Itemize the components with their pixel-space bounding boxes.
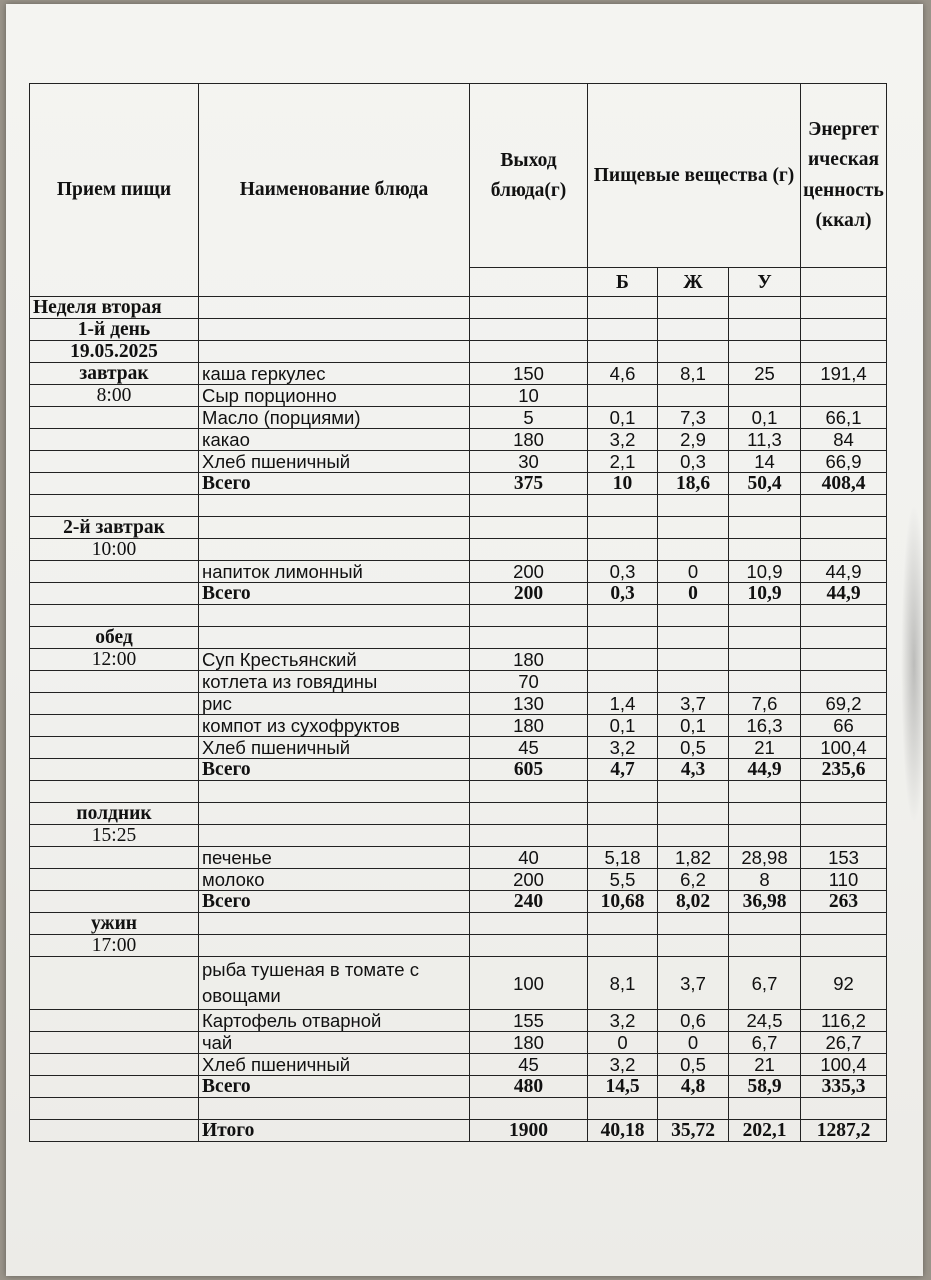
meal-cell <box>30 693 199 715</box>
dish-output: 45 <box>470 737 588 759</box>
dish-protein: 1,4 <box>588 693 658 715</box>
empty-cell <box>729 781 801 803</box>
dish-fat: 7,3 <box>658 407 729 429</box>
dish-protein: 0,3 <box>588 561 658 583</box>
empty-cell <box>588 825 658 847</box>
dish-output: 180 <box>470 429 588 451</box>
empty-cell <box>588 1098 658 1120</box>
total-carbs: 58,9 <box>729 1076 801 1098</box>
meal-label: полдник <box>30 803 199 825</box>
empty-cell <box>729 913 801 935</box>
total-row <box>30 759 887 781</box>
empty-cell <box>658 627 729 649</box>
total-protein: 10,68 <box>588 891 658 913</box>
meal-cell <box>30 869 199 891</box>
dish-name: Масло (порциями) <box>199 407 470 429</box>
dish-protein: 0,1 <box>588 407 658 429</box>
total-row <box>30 583 887 605</box>
dish-protein: 0,1 <box>588 715 658 737</box>
meal-cell <box>30 429 199 451</box>
total-carbs: 44,9 <box>729 759 801 781</box>
header-fat: Ж <box>658 268 729 297</box>
day-row <box>30 319 887 341</box>
empty-cell <box>658 495 729 517</box>
dish-carbs: 21 <box>729 737 801 759</box>
dish-carbs: 14 <box>729 451 801 473</box>
dish-output: 70 <box>470 671 588 693</box>
dish-name: Хлеб пшеничный <box>199 1054 470 1076</box>
empty-cell <box>729 517 801 539</box>
day-label: 1-й день <box>30 319 199 341</box>
dish-row <box>30 1054 887 1076</box>
empty-cell <box>30 1098 199 1120</box>
empty-cell <box>199 825 470 847</box>
dish-kcal <box>801 385 887 407</box>
meal-cell <box>30 473 199 495</box>
dish-kcal <box>801 671 887 693</box>
total-fat: 8,02 <box>658 891 729 913</box>
dish-protein: 3,2 <box>588 1010 658 1032</box>
empty-cell <box>729 935 801 957</box>
total-fat: 4,3 <box>658 759 729 781</box>
header-energy: Энергетическая ценность (ккал) <box>801 84 887 268</box>
dish-name: молоко <box>199 869 470 891</box>
dish-protein: 3,2 <box>588 1054 658 1076</box>
spacer-row <box>30 781 887 803</box>
dish-row <box>30 451 887 473</box>
header-dish-name: Наименование блюда <box>199 84 470 297</box>
meal <box>30 517 887 539</box>
header-nutrients: Пищевые вещества (г) <box>588 84 801 268</box>
dish-fat: 0,6 <box>658 1010 729 1032</box>
dish-protein: 2,1 <box>588 451 658 473</box>
dish-output: 30 <box>470 451 588 473</box>
empty-cell <box>199 605 470 627</box>
dish-fat: 2,9 <box>658 429 729 451</box>
week-label: Неделя вторая <box>30 297 199 319</box>
meal-cell <box>30 715 199 737</box>
total-label: Всего <box>199 583 470 605</box>
meal-cell <box>30 671 199 693</box>
meal-cell <box>30 1054 199 1076</box>
dish-kcal: 66 <box>801 715 887 737</box>
dish-protein <box>588 649 658 671</box>
dish-carbs: 0,1 <box>729 407 801 429</box>
meal <box>30 627 887 649</box>
empty-cell <box>658 605 729 627</box>
dish-carbs: 25 <box>729 363 801 385</box>
dish-carbs: 10,9 <box>729 561 801 583</box>
empty-cell <box>199 913 470 935</box>
dish-fat: 0 <box>658 561 729 583</box>
total-output: 1900 <box>470 1120 588 1142</box>
dish-row <box>30 1032 887 1054</box>
dish-name: котлета из говядины <box>199 671 470 693</box>
empty-cell <box>199 539 470 561</box>
meal-cell <box>30 451 199 473</box>
empty-cell <box>658 517 729 539</box>
total-fat: 4,8 <box>658 1076 729 1098</box>
total-label: Всего <box>199 1076 470 1098</box>
dish-carbs: 8 <box>729 869 801 891</box>
empty-cell <box>199 1098 470 1120</box>
menu-table <box>29 83 887 1142</box>
dish-carbs: 16,3 <box>729 715 801 737</box>
dish-name: печенье <box>199 847 470 869</box>
empty-cell <box>729 825 801 847</box>
total-label: Всего <box>199 759 470 781</box>
empty-cell <box>199 935 470 957</box>
dish-carbs <box>729 649 801 671</box>
dish-name: рыба тушеная в томате с овощами <box>199 957 470 1010</box>
week-row <box>30 297 887 319</box>
empty-cell <box>588 495 658 517</box>
dish-name: Сыр порционно <box>199 385 470 407</box>
header-output-sub <box>470 268 588 297</box>
meal-cell <box>30 583 199 605</box>
empty-cell <box>470 913 588 935</box>
empty-cell <box>801 935 887 957</box>
empty-cell <box>658 1098 729 1120</box>
dish-row <box>30 869 887 891</box>
meal-label: 2-й завтрак <box>30 517 199 539</box>
meal-label: ужин <box>30 913 199 935</box>
meal-cell <box>30 407 199 429</box>
dish-row <box>30 561 887 583</box>
empty-cell <box>470 781 588 803</box>
dish-name: компот из сухофруктов <box>199 715 470 737</box>
dish-row <box>30 649 887 671</box>
dish-kcal: 100,4 <box>801 1054 887 1076</box>
meal-time <box>30 539 887 561</box>
total-row <box>30 473 887 495</box>
dish-name: Хлеб пшеничный <box>199 737 470 759</box>
dish-output: 155 <box>470 1010 588 1032</box>
meal-time-label: 15:25 <box>30 825 199 847</box>
dish-row <box>30 363 887 385</box>
dish-fat <box>658 649 729 671</box>
empty-cell <box>470 1098 588 1120</box>
empty-cell <box>30 781 199 803</box>
meal-cell <box>30 847 199 869</box>
empty-cell <box>470 517 588 539</box>
dish-name: рис <box>199 693 470 715</box>
spacer-row <box>30 1098 887 1120</box>
total-carbs: 10,9 <box>729 583 801 605</box>
dish-name: Суп Крестьянский <box>199 649 470 671</box>
dish-fat: 3,7 <box>658 957 729 1010</box>
dish-name: какао <box>199 429 470 451</box>
dish-kcal: 26,7 <box>801 1032 887 1054</box>
meal-cell <box>30 1010 199 1032</box>
total-fat: 0 <box>658 583 729 605</box>
dish-row <box>30 407 887 429</box>
meal-time <box>30 825 887 847</box>
meal-cell <box>30 1032 199 1054</box>
header-carbs: У <box>729 268 801 297</box>
dish-output: 45 <box>470 1054 588 1076</box>
dish-kcal: 66,9 <box>801 451 887 473</box>
menu-table-body <box>30 84 887 1142</box>
dish-kcal: 66,1 <box>801 407 887 429</box>
total-output: 240 <box>470 891 588 913</box>
total-output: 605 <box>470 759 588 781</box>
empty-cell <box>470 605 588 627</box>
dish-carbs: 11,3 <box>729 429 801 451</box>
meal-cell <box>30 957 199 1010</box>
dish-protein <box>588 385 658 407</box>
empty-cell <box>470 825 588 847</box>
meal-time: 8:00 <box>30 385 199 407</box>
meal-cell <box>30 759 199 781</box>
total-kcal: 235,6 <box>801 759 887 781</box>
meal <box>30 913 887 935</box>
dish-fat: 6,2 <box>658 869 729 891</box>
dish-output: 180 <box>470 1032 588 1054</box>
dish-output: 100 <box>470 957 588 1010</box>
dish-row <box>30 1010 887 1032</box>
empty-cell <box>588 781 658 803</box>
empty-cell <box>729 627 801 649</box>
dish-row <box>30 957 887 1010</box>
dish-kcal <box>801 649 887 671</box>
total-kcal: 408,4 <box>801 473 887 495</box>
dish-carbs: 6,7 <box>729 957 801 1010</box>
meal-label: завтрак <box>30 363 199 385</box>
empty-cell <box>729 605 801 627</box>
empty-cell <box>588 605 658 627</box>
dish-row <box>30 715 887 737</box>
empty-cell <box>588 913 658 935</box>
total-output: 200 <box>470 583 588 605</box>
dish-name: Картофель отварной <box>199 1010 470 1032</box>
total-protein: 14,5 <box>588 1076 658 1098</box>
dish-carbs: 7,6 <box>729 693 801 715</box>
empty-cell <box>801 781 887 803</box>
total-label: Всего <box>199 473 470 495</box>
dish-name: каша геркулес <box>199 363 470 385</box>
empty-cell <box>30 605 199 627</box>
total-kcal: 263 <box>801 891 887 913</box>
total-protein: 0,3 <box>588 583 658 605</box>
dish-carbs <box>729 671 801 693</box>
empty-cell <box>30 495 199 517</box>
dish-fat <box>658 385 729 407</box>
empty-cell <box>588 803 658 825</box>
meal-time <box>30 935 887 957</box>
dish-protein: 0 <box>588 1032 658 1054</box>
dish-protein: 5,18 <box>588 847 658 869</box>
dish-output: 5 <box>470 407 588 429</box>
total-protein: 10 <box>588 473 658 495</box>
date-label: 19.05.2025 <box>30 341 199 363</box>
meal-time-label: 10:00 <box>30 539 199 561</box>
empty-cell <box>199 517 470 539</box>
dish-kcal: 116,2 <box>801 1010 887 1032</box>
empty-cell <box>588 935 658 957</box>
dish-protein: 4,6 <box>588 363 658 385</box>
empty-cell <box>588 517 658 539</box>
total-fat: 18,6 <box>658 473 729 495</box>
empty-cell <box>801 517 887 539</box>
empty-cell <box>729 1098 801 1120</box>
dish-kcal: 84 <box>801 429 887 451</box>
empty-cell <box>801 495 887 517</box>
empty-cell <box>658 539 729 561</box>
dish-carbs: 28,98 <box>729 847 801 869</box>
empty-cell <box>729 539 801 561</box>
empty-cell <box>199 495 470 517</box>
meal-label: обед <box>30 627 199 649</box>
dish-row <box>30 693 887 715</box>
dish-output: 10 <box>470 385 588 407</box>
total-fat: 35,72 <box>658 1120 729 1142</box>
dish-kcal: 44,9 <box>801 561 887 583</box>
empty-cell <box>801 803 887 825</box>
dish-kcal: 110 <box>801 869 887 891</box>
empty-cell <box>199 627 470 649</box>
dish-carbs <box>729 385 801 407</box>
scan-smudge <box>901 504 927 824</box>
dish-kcal: 153 <box>801 847 887 869</box>
meal-cell <box>30 561 199 583</box>
empty-cell <box>470 627 588 649</box>
dish-output: 40 <box>470 847 588 869</box>
dish-row <box>30 385 887 407</box>
meal-cell <box>30 1120 199 1142</box>
total-kcal: 44,9 <box>801 583 887 605</box>
dish-protein: 5,5 <box>588 869 658 891</box>
dish-fat: 0,5 <box>658 737 729 759</box>
empty-cell <box>588 539 658 561</box>
dish-fat <box>658 671 729 693</box>
empty-cell <box>658 913 729 935</box>
spacer-row <box>30 495 887 517</box>
total-carbs: 36,98 <box>729 891 801 913</box>
meal-cell <box>30 737 199 759</box>
empty-cell <box>658 803 729 825</box>
dish-fat: 0 <box>658 1032 729 1054</box>
total-carbs: 202,1 <box>729 1120 801 1142</box>
meal-cell <box>30 1076 199 1098</box>
dish-protein: 3,2 <box>588 429 658 451</box>
total-kcal: 335,3 <box>801 1076 887 1098</box>
dish-row <box>30 429 887 451</box>
empty-cell <box>199 803 470 825</box>
dish-name: напиток лимонный <box>199 561 470 583</box>
dish-carbs: 24,5 <box>729 1010 801 1032</box>
dish-output: 200 <box>470 869 588 891</box>
meal-time-label: 17:00 <box>30 935 199 957</box>
total-carbs: 50,4 <box>729 473 801 495</box>
dish-fat: 3,7 <box>658 693 729 715</box>
total-protein: 4,7 <box>588 759 658 781</box>
total-output: 375 <box>470 473 588 495</box>
dish-kcal: 191,4 <box>801 363 887 385</box>
dish-carbs: 6,7 <box>729 1032 801 1054</box>
dish-row <box>30 847 887 869</box>
dish-row <box>30 671 887 693</box>
date-row <box>30 341 887 363</box>
dish-name: Хлеб пшеничный <box>199 451 470 473</box>
dish-fat: 0,3 <box>658 451 729 473</box>
total-output: 480 <box>470 1076 588 1098</box>
dish-kcal: 100,4 <box>801 737 887 759</box>
total-label: Итого <box>199 1120 470 1142</box>
empty-cell <box>729 495 801 517</box>
dish-kcal: 69,2 <box>801 693 887 715</box>
meal-time: 12:00 <box>30 649 199 671</box>
empty-cell <box>658 825 729 847</box>
header-energy-sub <box>801 268 887 297</box>
empty-cell <box>801 825 887 847</box>
total-protein: 40,18 <box>588 1120 658 1142</box>
dish-output: 200 <box>470 561 588 583</box>
empty-cell <box>470 803 588 825</box>
dish-fat: 0,1 <box>658 715 729 737</box>
dish-protein <box>588 671 658 693</box>
dish-protein: 3,2 <box>588 737 658 759</box>
header-meal: Прием пищи <box>30 84 199 297</box>
dish-fat: 8,1 <box>658 363 729 385</box>
dish-output: 180 <box>470 715 588 737</box>
dish-output: 180 <box>470 649 588 671</box>
meal-cell <box>30 891 199 913</box>
empty-cell <box>470 495 588 517</box>
empty-cell <box>199 781 470 803</box>
empty-cell <box>801 627 887 649</box>
dish-fat: 1,82 <box>658 847 729 869</box>
empty-cell <box>588 627 658 649</box>
dish-protein: 8,1 <box>588 957 658 1010</box>
dish-kcal: 92 <box>801 957 887 1010</box>
empty-cell <box>801 605 887 627</box>
empty-cell <box>470 935 588 957</box>
meal <box>30 803 887 825</box>
dish-row <box>30 737 887 759</box>
empty-cell <box>801 913 887 935</box>
dish-output: 130 <box>470 693 588 715</box>
empty-cell <box>658 781 729 803</box>
empty-cell <box>729 803 801 825</box>
dish-name: чай <box>199 1032 470 1054</box>
total-label: Всего <box>199 891 470 913</box>
total-row <box>30 1076 887 1098</box>
empty-cell <box>658 935 729 957</box>
total-kcal: 1287,2 <box>801 1120 887 1142</box>
dish-output: 150 <box>470 363 588 385</box>
header-output: Выход блюда(г) <box>470 84 588 268</box>
empty-cell <box>801 1098 887 1120</box>
empty-cell <box>470 539 588 561</box>
dish-fat: 0,5 <box>658 1054 729 1076</box>
header-protein: Б <box>588 268 658 297</box>
grand-total-row <box>30 1120 887 1142</box>
header-row <box>30 84 887 268</box>
empty-cell <box>801 539 887 561</box>
spacer-row <box>30 605 887 627</box>
dish-carbs: 21 <box>729 1054 801 1076</box>
total-row <box>30 891 887 913</box>
